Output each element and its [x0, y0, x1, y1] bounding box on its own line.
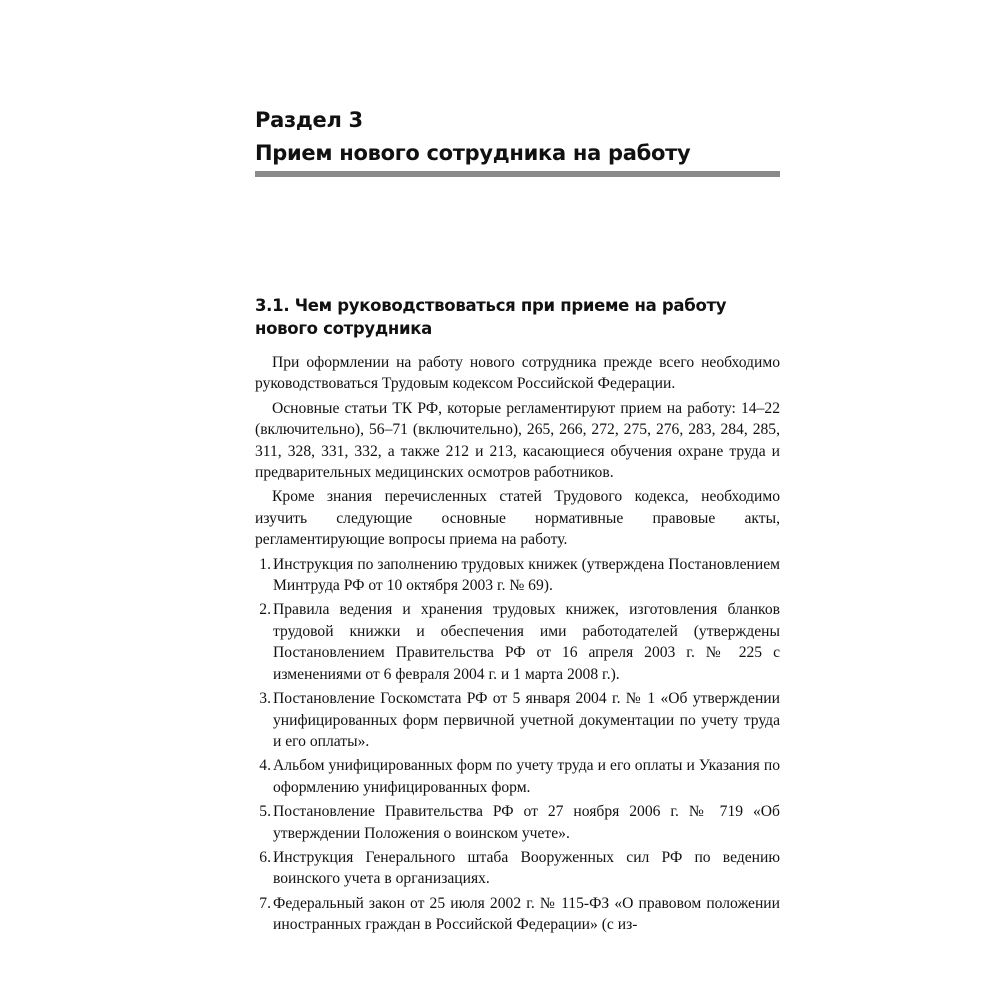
list-item — [255, 755, 780, 798]
list-item-number: 1. — [259, 555, 271, 573]
list-item-number: 7. — [259, 894, 271, 912]
list-item — [255, 599, 780, 685]
list-item — [255, 688, 780, 752]
list-item — [255, 893, 780, 936]
list-item-text: Федеральный закон от 25 июля 2002 г. № 115-ФЗ «О правовом положении иностранных граждан в Российской Федерации» (с из- — [273, 894, 780, 934]
section-title-line-2: нового сотрудника — [255, 319, 432, 338]
regulations-list — [255, 554, 780, 936]
chapter-title: Прием нового сотрудника на работу — [255, 141, 691, 165]
list-item-number: 3. — [259, 690, 271, 708]
paragraph: Основные статьи ТК РФ, которые регламентируют прием на работу: 14–22 (включительно), 56–71 (включительно), 265, 266, 272, 275, 276, 283, 284, 285, 311, 328, 331, 332, а также 212 и 213, касающиеся обучения охране труда и предварительных медицинских осмотров работников. — [255, 399, 780, 482]
document-page — [255, 0, 780, 1000]
list-item-number: 5. — [259, 803, 271, 821]
section-title-line-1: 3.1. Чем руководствоваться при приеме на работу — [255, 296, 727, 315]
list-item — [255, 801, 780, 844]
paragraph: Кроме знания перечисленных статей Трудового кодекса, необходимо изучить следующие основные нормативные правовые акты, регламентирующие вопросы приема на работу. — [255, 488, 780, 549]
list-item — [255, 554, 780, 597]
chapter-divider — [255, 171, 780, 177]
list-item-number: 2. — [259, 601, 271, 619]
list-item-text: Инструкция по заполнению трудовых книжек (утверждена Постановлением Минтруда РФ от 10 октября 2003 г. № 69). — [273, 555, 780, 595]
list-item-number: 4. — [259, 757, 271, 775]
body-text — [255, 352, 780, 939]
list-item-text: Постановление Правительства РФ от 27 ноября 2006 г. № 719 «Об утверждении Положения о воинском учете». — [273, 803, 780, 842]
paragraph: При оформлении на работу нового сотрудника прежде всего необходимо руководствоваться Трудовым кодексом Российской Федерации. — [255, 354, 780, 393]
list-item-text: Альбом унифицированных форм по учету труда и его оплаты и Указания по оформлению унифицированных форм. — [273, 757, 780, 796]
section-heading — [255, 294, 780, 340]
list-item-text: Инструкция Генерального штаба Вооруженных сил РФ по ведению воинского учета в организациях. — [273, 848, 780, 888]
list-item-text: Правила ведения и хранения трудовых книжек, изготовления бланков трудовой книжки и обеспечения ими работодателей (утверждены Постановлением Правительства РФ от 16 апреля 2003 г. № 225 с изменениями от 6 февраля 2004 г. и 1 марта 2008 г.). — [273, 601, 780, 683]
chapter-label: Раздел 3 — [255, 108, 363, 132]
list-item-number: 6. — [259, 848, 271, 866]
chapter-heading — [255, 104, 780, 170]
list-item — [255, 847, 780, 890]
list-item-text: Постановление Госкомстата РФ от 5 января 2004 г. № 1 «Об утверждении унифицированных форм первичной учетной документации по учету труда и его оплаты». — [273, 690, 780, 750]
